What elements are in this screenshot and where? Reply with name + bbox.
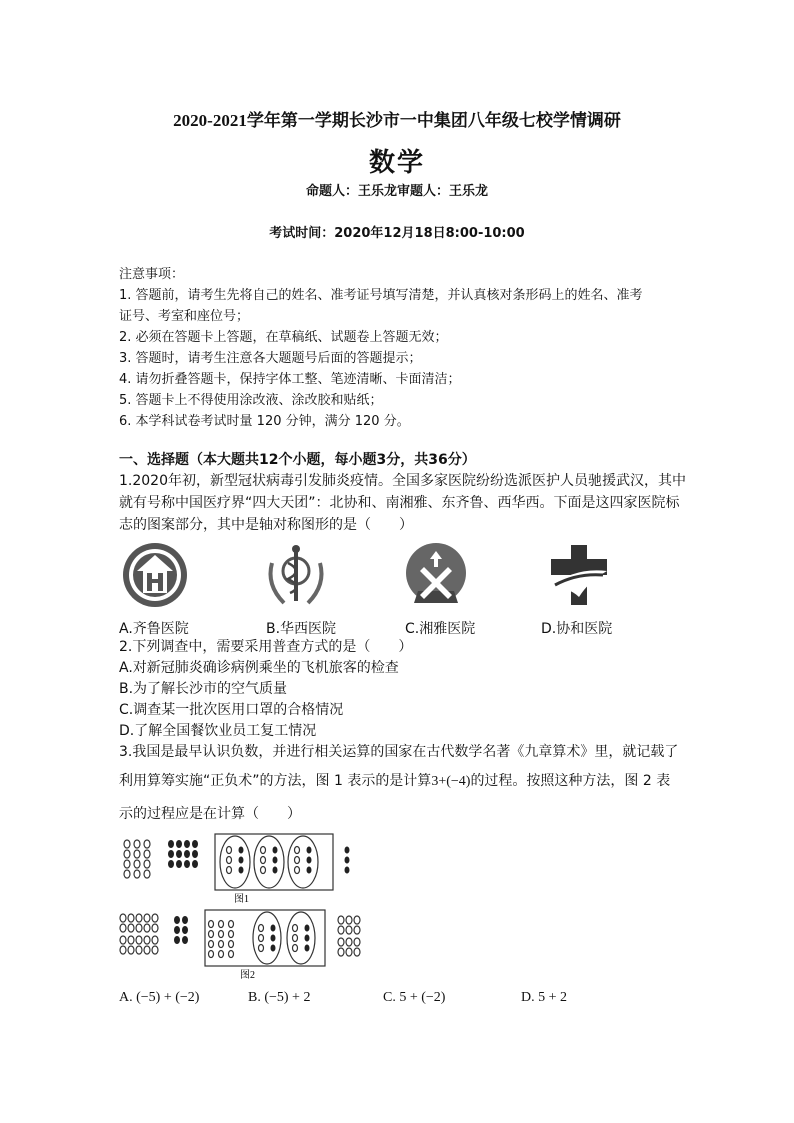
subject-title: 数学 [368, 148, 425, 177]
q3-stem-line: 示的过程应是在计算（ ） [119, 806, 301, 822]
q1-stem-line: 就有号称中国医疗界“四大天团”：北协和、南湘雅、东齐鲁、西华西。下面是这四家医院标 [119, 495, 680, 511]
q2-option-a[interactable]: A.对新冠肺炎确诊病例乘坐的飞机旅客的检查 [119, 660, 399, 676]
q3-expression: 3+(−4) [431, 774, 471, 789]
q3-stem-line: 3.我国是最早认识负数，并进行相关运算的国家在古代数学名著《九章算术》里，就记载了 [119, 744, 679, 760]
q1-option-a[interactable]: A.齐鲁医院 [119, 621, 189, 637]
q3-option-d[interactable]: D. 5 + 2 [521, 990, 568, 1005]
exam-time: 考试时间：2020年12月18日8:00-10:00 [269, 226, 525, 241]
figure-2-label: 图2 [240, 970, 255, 981]
figure-2 [119, 906, 379, 982]
q1-option-c[interactable]: C.湘雅医院 [405, 621, 476, 637]
notes-heading: 注意事项： [119, 267, 185, 282]
q3-line2-end: 的过程。按照这种方法，图 2 表 [470, 773, 671, 789]
notes-item: 5. 答题卡上不得使用涂改液、涂改胶和贴纸； [119, 393, 383, 408]
qilu-hospital-logo [121, 541, 189, 609]
q1-option-b[interactable]: B.华西医院 [266, 621, 337, 637]
section-heading: 一、选择题（本大题共12个小题，每小题3分，共36分） [119, 452, 476, 468]
authors-line: 命题人：王乐龙审题人：王乐龙 [305, 184, 488, 199]
notes-item: 4. 请勿折叠答题卡，保持字体工整、笔迹清晰、卡面清洁； [119, 372, 461, 387]
q1-option-d[interactable]: D.协和医院 [541, 621, 613, 637]
notes-item: 1. 答题前，请考生先将自己的姓名、准考证号填写清楚，并认真核对条形码上的姓名、准考 [119, 288, 643, 303]
q3-option-c[interactable]: C. 5 + (−2) [383, 990, 446, 1005]
q3-option-b[interactable]: B. (−5) + 2 [248, 990, 311, 1005]
q3-stem-line [119, 770, 679, 793]
q2-stem: 2.下列调查中，需要采用普查方式的是（ ） [119, 639, 413, 655]
huaxi-hospital-logo [262, 541, 330, 609]
q3-option-a[interactable]: A. (−5) + (−2) [119, 990, 200, 1005]
figure-1-label: 图1 [234, 894, 249, 905]
xiangya-hospital-logo [402, 541, 470, 609]
q1-stem-line: 志的图案部分，其中是轴对称图形的是（ ） [119, 517, 413, 533]
notes-item: 证号、考室和座位号； [119, 309, 250, 324]
xiehe-hospital-logo [545, 541, 613, 609]
notes-item: 3. 答题时，请考生注意各大题题号后面的答题提示； [119, 351, 422, 366]
q1-stem-line: 1.2020年初，新型冠状病毒引发肺炎疫情。全国多家医院纷纷选派医护人员驰援武汉，其中 [119, 473, 686, 489]
figure-1 [119, 830, 369, 906]
q2-option-d[interactable]: D.了解全国餐饮业员工复工情况 [119, 723, 317, 739]
notes-item: 6. 本学科试卷考试时量 120 分钟，满分 120 分。 [119, 414, 410, 429]
q2-option-c[interactable]: C.调查某一批次医用口罩的合格情况 [119, 702, 344, 718]
exam-title: 2020-2021学年第一学期长沙市一中集团八年级七校学情调研 [173, 111, 621, 130]
notes-item: 2. 必须在答题卡上答题，在草稿纸、试题卷上答题无效； [119, 330, 448, 345]
q3-line2-start: 利用算筹实施“正负术”的方法，图 1 表示的是计算 [119, 773, 432, 789]
q2-option-b[interactable]: B.为了解长沙市的空气质量 [119, 681, 288, 697]
